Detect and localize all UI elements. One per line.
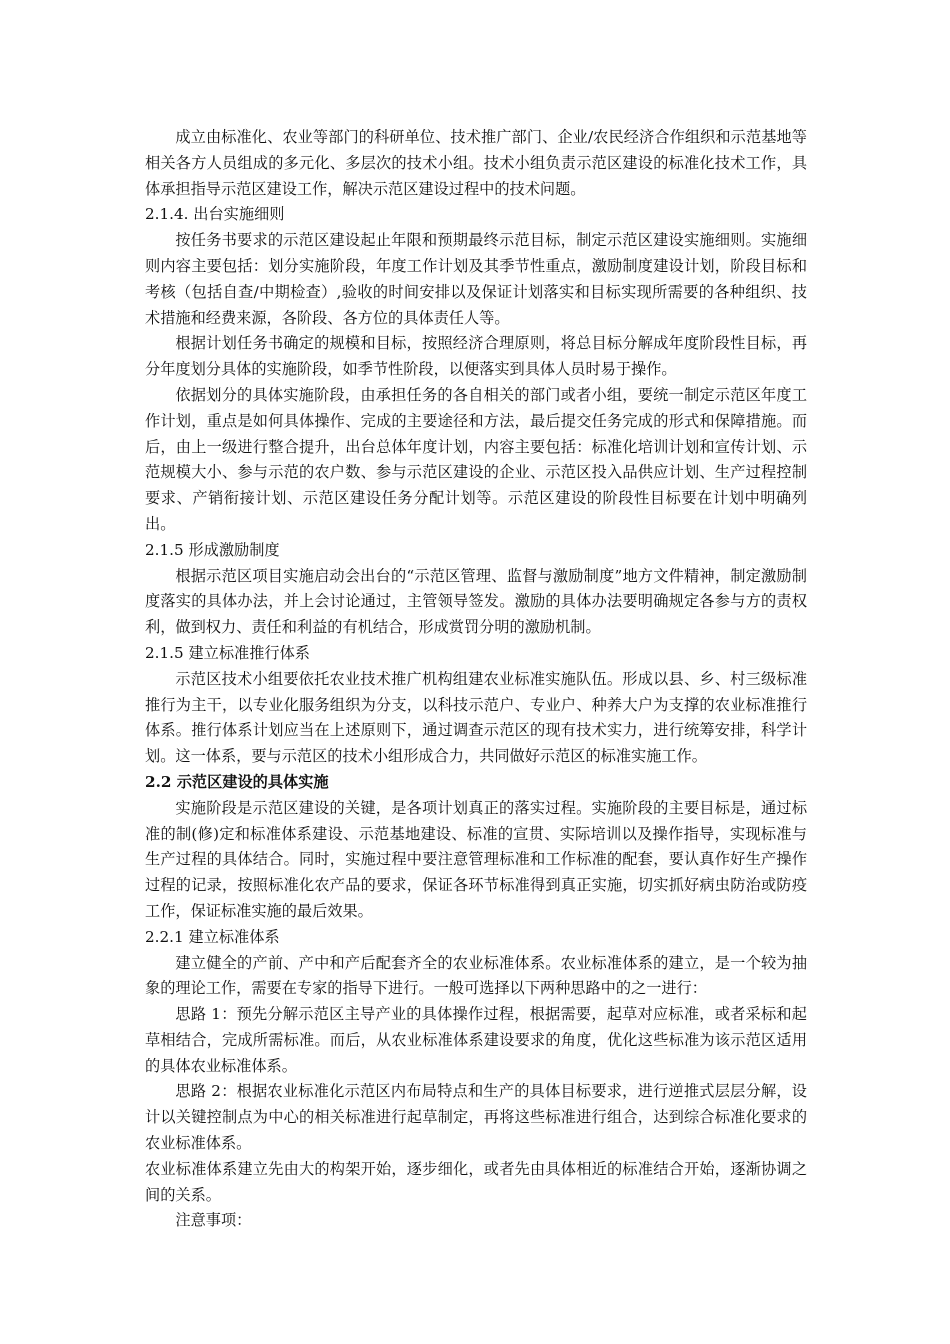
paragraph-implementation-stage: 实施阶段是示范区建设的关键，是各项计划真正的落实过程。实施阶段的主要目标是，通过标准的制(修)定和标准体系建设、示范基地建设、标准的宣贯、实际培训以及操作指导，实现标准与生产过程的具体结合。同时，实施过程中要注意管理标准和工作标准的配套，要认真作好生产操作过程的记录，按照标准化农产品的要求，保证各环节标准得到真正实施，切实抓好病虫防治或防疫工作，保证标准实施的最后效果。 [145, 798, 807, 920]
paragraph-notes: 注意事项： [175, 1211, 252, 1230]
heading-2-2-1: 2.2.1 建立标准体系 [145, 927, 280, 946]
heading-2-1-5-promotion: 2.1.5 建立标准推行体系 [145, 643, 310, 662]
heading-2-2: 2.2 示范区建设的具体实施 [145, 772, 329, 791]
heading-2-1-4: 2.1.4. 出台实施细则 [145, 205, 285, 224]
paragraph-incentive-system: 根据示范区项目实施启动会出台的“示范区管理、监督与激励制度”地方文件精神，制定激励制度落实的具体办法，并上会讨论通过，主管领导签发。激励的具体办法要明确规定各参与方的责权利，做到权力、责任和利益的有机结合，形成赏罚分明的激励机制。 [145, 566, 807, 637]
paragraph-promotion-system: 示范区技术小组要依托农业技术推广机构组建农业标准实施队伍。形成以县、乡、村三级标准推行为主干，以专业化服务组织为分支，以科技示范户、专业户、种养大户为支撑的农业标准推行体系。推行体系计划应当在上述原则下，通过调查示范区的现有技术实力，进行统筹安排，科学计划。这一体系，要与示范区的技术小组形成合力，共同做好示范区的标准实施工作。 [145, 669, 807, 766]
paragraph-standard-system: 建立健全的产前、产中和产后配套齐全的农业标准体系。农业标准体系的建立，是一个较为抽象的理论工作，需要在专家的指导下进行。一般可选择以下两种思路中的之一进行： [145, 953, 807, 998]
paragraph-approach-2: 思路 2：根据农业标准化示范区内布局特点和生产的具体目标要求，进行逆推式层层分解，设计以关键控制点为中心的相关标准进行起草制定，再将这些标准进行组合，达到综合标准化要求的农业标准体系。 [145, 1082, 807, 1153]
paragraph-annual-plan: 依据划分的具体实施阶段，由承担任务的各自相关的部门或者小组，要统一制定示范区年度工作计划，重点是如何具体操作、完成的主要途径和方法，最后提交任务完成的形式和保障措施。而后，由上一级进行整合提升，出台总体年度计划，内容主要包括：标准化培训计划和宣传计划、示范规模大小、参与示范的农户数、参与示范区建设的企业、示范区投入品供应计划、生产过程控制要求、产销衔接计划、示范区建设任务分配计划等。示范区建设的阶段性目标要在计划中明确列出。 [145, 385, 807, 533]
paragraph-tech-group: 成立由标准化、农业等部门的科研单位、技术推广部门、企业/农民经济合作组织和示范基地等相关各方人员组成的多元化、多层次的技术小组。技术小组负责示范区建设的标准化技术工作，具体承担指导示范区建设工作，解决示范区建设过程中的技术问题。 [145, 128, 807, 198]
paragraph-approach-1: 思路 1：预先分解示范区主导产业的具体操作过程，根据需要，起草对应标准，或者采标和起草相结合，完成所需标准。而后，从农业标准体系建设要求的角度，优化这些标准为该示范区适用的具体农业标准体系。 [145, 1005, 807, 1075]
paragraph-target-decomposition: 根据计划任务书确定的规模和目标，按照经济合理原则，将总目标分解成年度阶段性目标，再分年度划分具体的实施阶段，如季节性阶段，以便落实到具体人员时易于操作。 [145, 334, 807, 379]
paragraph-implementation-rules: 按任务书要求的示范区建设起止年限和预期最终示范目标，制定示范区建设实施细则。实施细则内容主要包括：划分实施阶段，年度工作计划及其季节性重点，激励制度建设计划，阶段目标和考核（包括自查/中期检查）,验收的时间安排以及保证计划落实和目标实现所需要的各种组织、技术措施和经费来源，各阶段、各方位的具体责任人等。 [145, 231, 807, 327]
heading-2-1-5-incentive: 2.1.5 形成激励制度 [145, 540, 280, 559]
paragraph-framework: 农业标准体系建立先由大的构架开始，逐步细化，或者先由具体相近的标准结合开始，逐渐协调之间的关系。 [145, 1159, 807, 1204]
